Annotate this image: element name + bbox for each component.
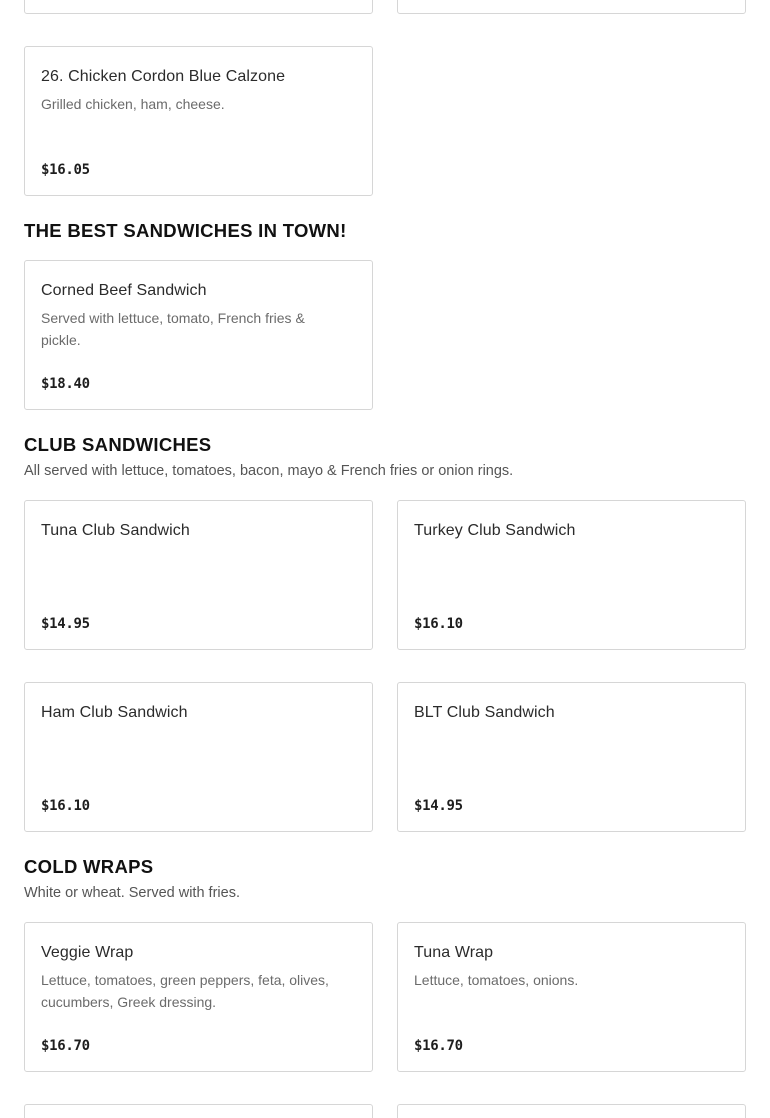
menu-item-card-partial[interactable] — [397, 0, 746, 14]
menu-item-card-veggie-wrap[interactable] — [24, 922, 373, 1072]
menu-item-card-ham-club[interactable] — [24, 682, 373, 832]
menu-item-card-partial[interactable] — [24, 1104, 373, 1118]
menu-item-description: Served with lettuce, tomato, French fries & pickle. — [41, 310, 305, 348]
section-subtitle-club-sandwiches: All served with lettuce, tomatoes, bacon, mayo & French fries or onion rings. — [24, 463, 514, 479]
menu-item-name: Veggie Wrap — [41, 944, 134, 961]
menu-item-description: Lettuce, tomatoes, onions. — [414, 972, 579, 988]
menu-item-card-calzone[interactable] — [24, 46, 373, 196]
section-title-cold-wraps: COLD WRAPS — [24, 856, 154, 877]
menu-item-description: Lettuce, tomatoes, green peppers, feta, olives, cucumbers, Greek dressing. — [41, 972, 329, 1010]
menu-item-card-corned-beef[interactable] — [24, 260, 373, 410]
menu-item-price: $18.40 — [41, 376, 90, 392]
menu-item-price: $16.10 — [414, 616, 463, 632]
menu-item-price: $16.70 — [414, 1038, 463, 1054]
menu-item-name: Ham Club Sandwich — [41, 704, 188, 721]
menu-item-price: $14.95 — [414, 798, 463, 814]
menu-item-price: $16.10 — [41, 798, 90, 814]
section-title-best-sandwiches: THE BEST SANDWICHES IN TOWN! — [24, 220, 347, 241]
menu-item-name: 26. Chicken Cordon Blue Calzone — [41, 68, 286, 85]
menu-item-name: Corned Beef Sandwich — [41, 282, 207, 299]
menu-item-name: BLT Club Sandwich — [414, 704, 555, 721]
menu-item-name: Tuna Wrap — [414, 944, 494, 961]
menu-item-price: $16.05 — [41, 162, 90, 178]
section-subtitle-cold-wraps: White or wheat. Served with fries. — [24, 885, 240, 901]
menu-item-card-tuna-club[interactable] — [24, 500, 373, 650]
menu-item-description: Grilled chicken, ham, cheese. — [41, 96, 225, 112]
menu-item-price: $16.70 — [41, 1038, 90, 1054]
menu-item-card-partial[interactable] — [24, 0, 373, 14]
menu-item-price: $14.95 — [41, 616, 90, 632]
menu-item-card-partial[interactable] — [397, 1104, 746, 1118]
menu-item-name: Tuna Club Sandwich — [41, 522, 190, 539]
menu-item-card-turkey-club[interactable] — [397, 500, 746, 650]
menu-item-name: Turkey Club Sandwich — [414, 522, 576, 539]
menu-item-card-tuna-wrap[interactable] — [397, 922, 746, 1072]
menu-item-card-blt-club[interactable] — [397, 682, 746, 832]
section-title-club-sandwiches: CLUB SANDWICHES — [24, 434, 212, 455]
